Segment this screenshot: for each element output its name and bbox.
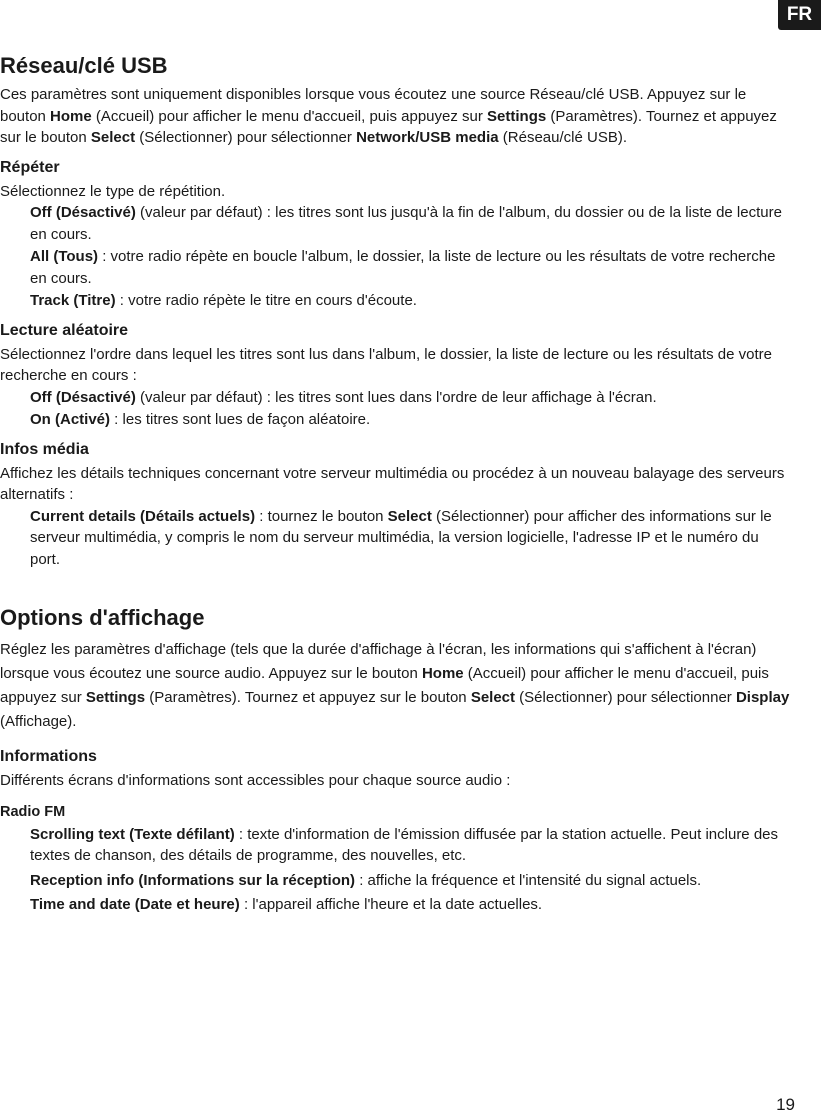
subsection-title-informations: Informations — [0, 748, 97, 765]
section-title-network-usb: Réseau/clé USB — [0, 53, 168, 78]
media-info-intro: Affichez les détails techniques concernant votre serveur multimédia ou procédez à un nouveau balayage des serveurs alternatifs : — [0, 464, 785, 503]
display-options-intro: Réglez les paramètres d'affichage (tels que la durée d'affichage à l'écran, les informations qui s'affichent à l'écran) lorsque vous écoutez une source audio. Appuyez sur le bouton Home (Accueil) pour afficher le menu d'accueil, puis appuyez sur Settings (Paramètres). Tournez et appuyez sur le bouton Select (Sélectionner) pour sélectionner Display (Affichage). — [0, 641, 790, 730]
media-info-option-current-details: Current details (Détails actuels) : tournez le bouton Select (Sélectionner) pour afficher des informations sur le serveur multimédia, y compris le nom du serveur multimédia, la version logicielle, l'adresse IP et le numéro du port. — [30, 507, 772, 568]
subsection-title-repeat: Répéter — [0, 158, 60, 176]
media-info-options — [30, 506, 790, 571]
shuffle-intro: Sélectionnez l'ordre dans lequel les titres sont lus dans l'album, le dossier, la liste de lecture ou les résultats de votre recherche en cours : — [0, 345, 772, 384]
subsection-title-media-info: Infos média — [0, 440, 89, 458]
manual-content — [0, 52, 790, 919]
repeat-intro: Sélectionnez le type de répétition. — [0, 182, 226, 200]
repeat-option-off: Off (Désactivé) (valeur par défaut) : les titres sont lus jusqu'à la fin de l'album, du dossier ou de la liste de lecture en cours. — [30, 204, 782, 243]
subsection-title-radio-fm: Radio FM — [0, 803, 66, 820]
radio-option-reception-info: Reception info (Informations sur la réception) : affiche la fréquence et l'intensité du signal actuels. — [30, 871, 702, 889]
subsection-title-shuffle: Lecture aléatoire — [0, 321, 129, 339]
shuffle-options — [30, 387, 790, 431]
page-number: 19 — [776, 1095, 795, 1114]
language-badge: FR — [778, 0, 821, 30]
shuffle-option-on: On (Activé) : les titres sont lues de façon aléatoire. — [30, 411, 371, 428]
radio-option-scrolling-text: Scrolling text (Texte défilant) : texte d'information de l'émission diffusée par la station actuelle. Peut inclure des textes de chanson, des détails de programme, des nouvelles, etc. — [30, 825, 779, 864]
repeat-options — [30, 202, 790, 312]
repeat-option-all: All (Tous) : votre radio répète en boucle l'album, le dossier, la liste de lecture ou les résultats de votre recherche en cours. — [30, 248, 776, 287]
radio-option-time-date: Time and date (Date et heure) : l'appareil affiche l'heure et la date actuelles. — [30, 896, 543, 913]
repeat-option-track: Track (Titre) : votre radio répète le titre en cours d'écoute. — [30, 292, 417, 309]
network-usb-intro: Ces paramètres sont uniquement disponibles lorsque vous écoutez une source Réseau/clé USB. Appuyez sur le bouton Home (Accueil) pour afficher le menu d'accueil, puis appuyez sur Settings (Paramètres). Tournez et appuyez sur le bouton Select (Sélectionner) pour sélectionner Network/USB media (Réseau/clé USB). — [0, 86, 777, 146]
radio-fm-options — [30, 824, 790, 916]
shuffle-option-off: Off (Désactivé) (valeur par défaut) : les titres sont lues dans l'ordre de leur affichage à l'écran. — [30, 388, 657, 406]
section-title-display-options: Options d'affichage — [0, 605, 205, 630]
informations-intro: Différents écrans d'informations sont accessibles pour chaque source audio : — [0, 772, 511, 789]
